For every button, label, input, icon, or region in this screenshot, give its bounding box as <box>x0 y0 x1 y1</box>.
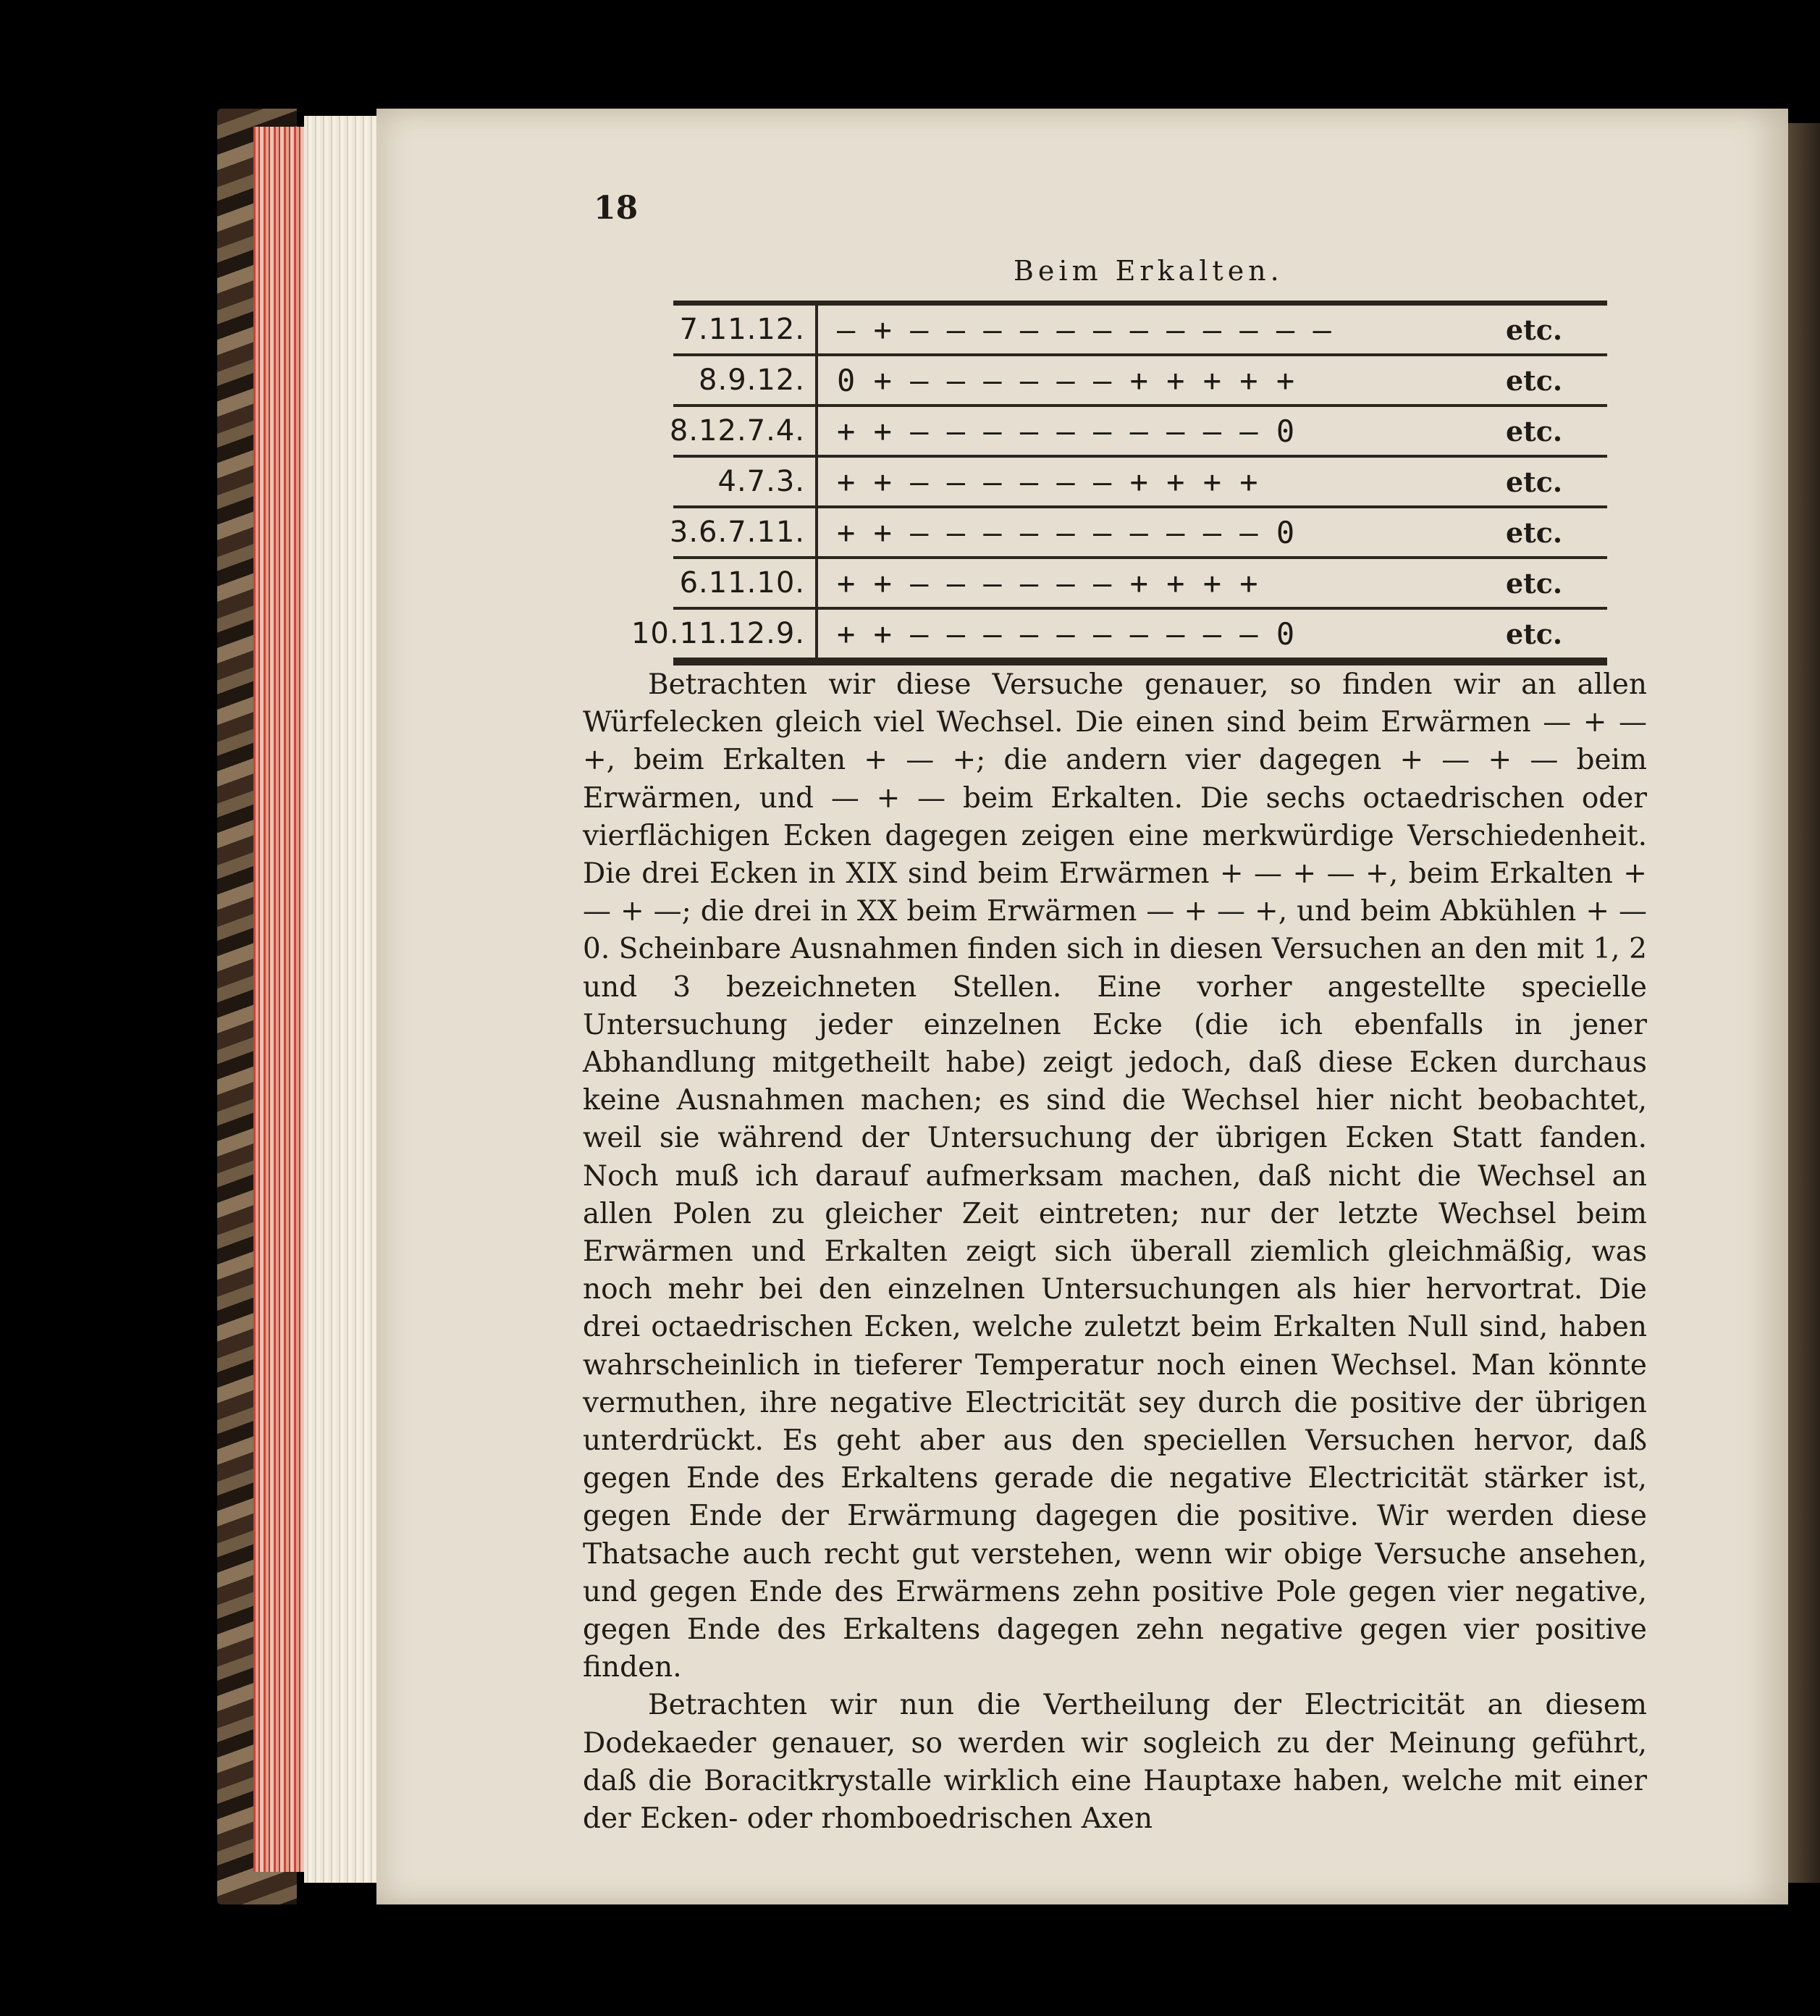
table-title: Beim Erkalten. <box>1014 255 1284 287</box>
table-row <box>673 559 1607 610</box>
row-sequence: + + — — — — — — — — — — 0 <box>837 616 1295 652</box>
table-row <box>673 306 1607 356</box>
page-number: 18 <box>594 190 639 227</box>
row-sequence: + + — — — — — — + + + + <box>837 463 1258 500</box>
table-row <box>673 458 1607 508</box>
row-label: 8.12.7.4. <box>673 407 818 455</box>
row-sequence: + + — — — — — — + + + + <box>837 565 1258 601</box>
table-row <box>673 356 1607 407</box>
row-end: etc. <box>1506 414 1563 448</box>
table-bottom-rule <box>673 660 1607 665</box>
row-end: etc. <box>1506 465 1563 498</box>
row-end: etc. <box>1506 364 1563 397</box>
row-label: 10.11.12.9. <box>673 610 818 658</box>
table-row <box>631 610 1607 660</box>
row-sequence: 0 + — — — — — — + + + + + <box>837 362 1295 398</box>
polarity-table <box>631 301 1607 665</box>
row-end: etc. <box>1506 617 1563 650</box>
row-label: 4.7.3. <box>673 458 818 505</box>
row-end: etc. <box>1506 313 1563 346</box>
table-row <box>669 407 1607 458</box>
row-label: 3.6.7.11. <box>673 508 818 556</box>
row-sequence: — + — — — — — — — — — — — — <box>837 311 1331 348</box>
row-end: etc. <box>1506 516 1563 549</box>
row-sequence: + + — — — — — — — — — — 0 <box>837 413 1295 449</box>
row-end: etc. <box>1506 566 1563 600</box>
paragraph: Betrachten wir nun die Vertheilung der Electricität an diesem Dodekaeder genauer, so werden wir sogleich zu der Meinung geführt, daß die Boracitkrystalle wirklich eine Hauptaxe haben, welche mit einer der Ecken- oder rhomboedrischen Axen <box>583 1689 1647 1836</box>
table-top-rule <box>673 301 1607 306</box>
row-label: 7.11.12. <box>673 306 818 353</box>
row-sequence: + + — — — — — — — — — — 0 <box>837 514 1295 550</box>
table-row <box>669 508 1607 559</box>
body-text <box>583 666 1647 1838</box>
row-label: 8.9.12. <box>673 356 818 404</box>
row-label: 6.11.10. <box>673 559 818 607</box>
paragraph: Betrachten wir diese Versuche genauer, so finden wir an allen Würfelecken gleich viel Wechsel. Die einen sind beim Erwärmen — + — +, beim Erkalten + — +; die andern vier dagegen + — + — beim Erwärmen, und — + — beim Erkalten. Die sechs octaedrischen oder vierflächigen Ecken dagegen zeigen eine merkwürdige Verschiedenheit. Die drei Ecken in XIX sind beim Erwärmen + — + — +, beim Erkalten + — + —; die drei in XX beim Erwärmen — + — +, und beim Abkühlen + — 0. Scheinbare Ausnahmen finden sich in diesen Versuchen an den mit 1, 2 und 3 bezeichneten Stellen. Eine vorher angestellte specielle Untersuchung jeder einzelnen Ecke (die ich ebenfalls in jener Abhandlung mitgetheilt habe) zeigt jedoch, daß diese Ecken durchaus keine Ausnahmen machen; es sind die Wechsel hier nicht beobachtet, weil sie während der Untersuchung der übrigen Ecken Statt fanden. Noch muß ich darauf aufmerksam machen, daß nicht die Wechsel an allen Polen zu gleicher Zeit eintreten; nur der letzte Wechsel beim Erwärmen und Erkalten zeigt sich überall ziemlich gleichmäßig, was noch mehr bei den einzelnen Untersuchungen als hier hervortrat. Die drei octaedrischen Ecken, welche zuletzt beim Erkalten Null sind, haben wahrscheinlich in tieferer Temperatur noch einen Wechsel. Man könnte vermuthen, ihre negative Electricität sey durch die positive der übrigen unterdrückt. Es geht aber aus den speciellen Versuchen hervor, daß gegen Ende des Erkaltens gerade die negative Electricität stärker ist, gegen Ende der Erwärmung dagegen die positive. Wir werden diese Thatsache auch recht gut verstehen, wenn wir obige Versuche ansehen, und gegen Ende des Erwärmens zehn positive Pole gegen vier negative, gegen Ende des Erkaltens dagegen zehn negative gegen vier positive finden. <box>583 668 1647 1684</box>
